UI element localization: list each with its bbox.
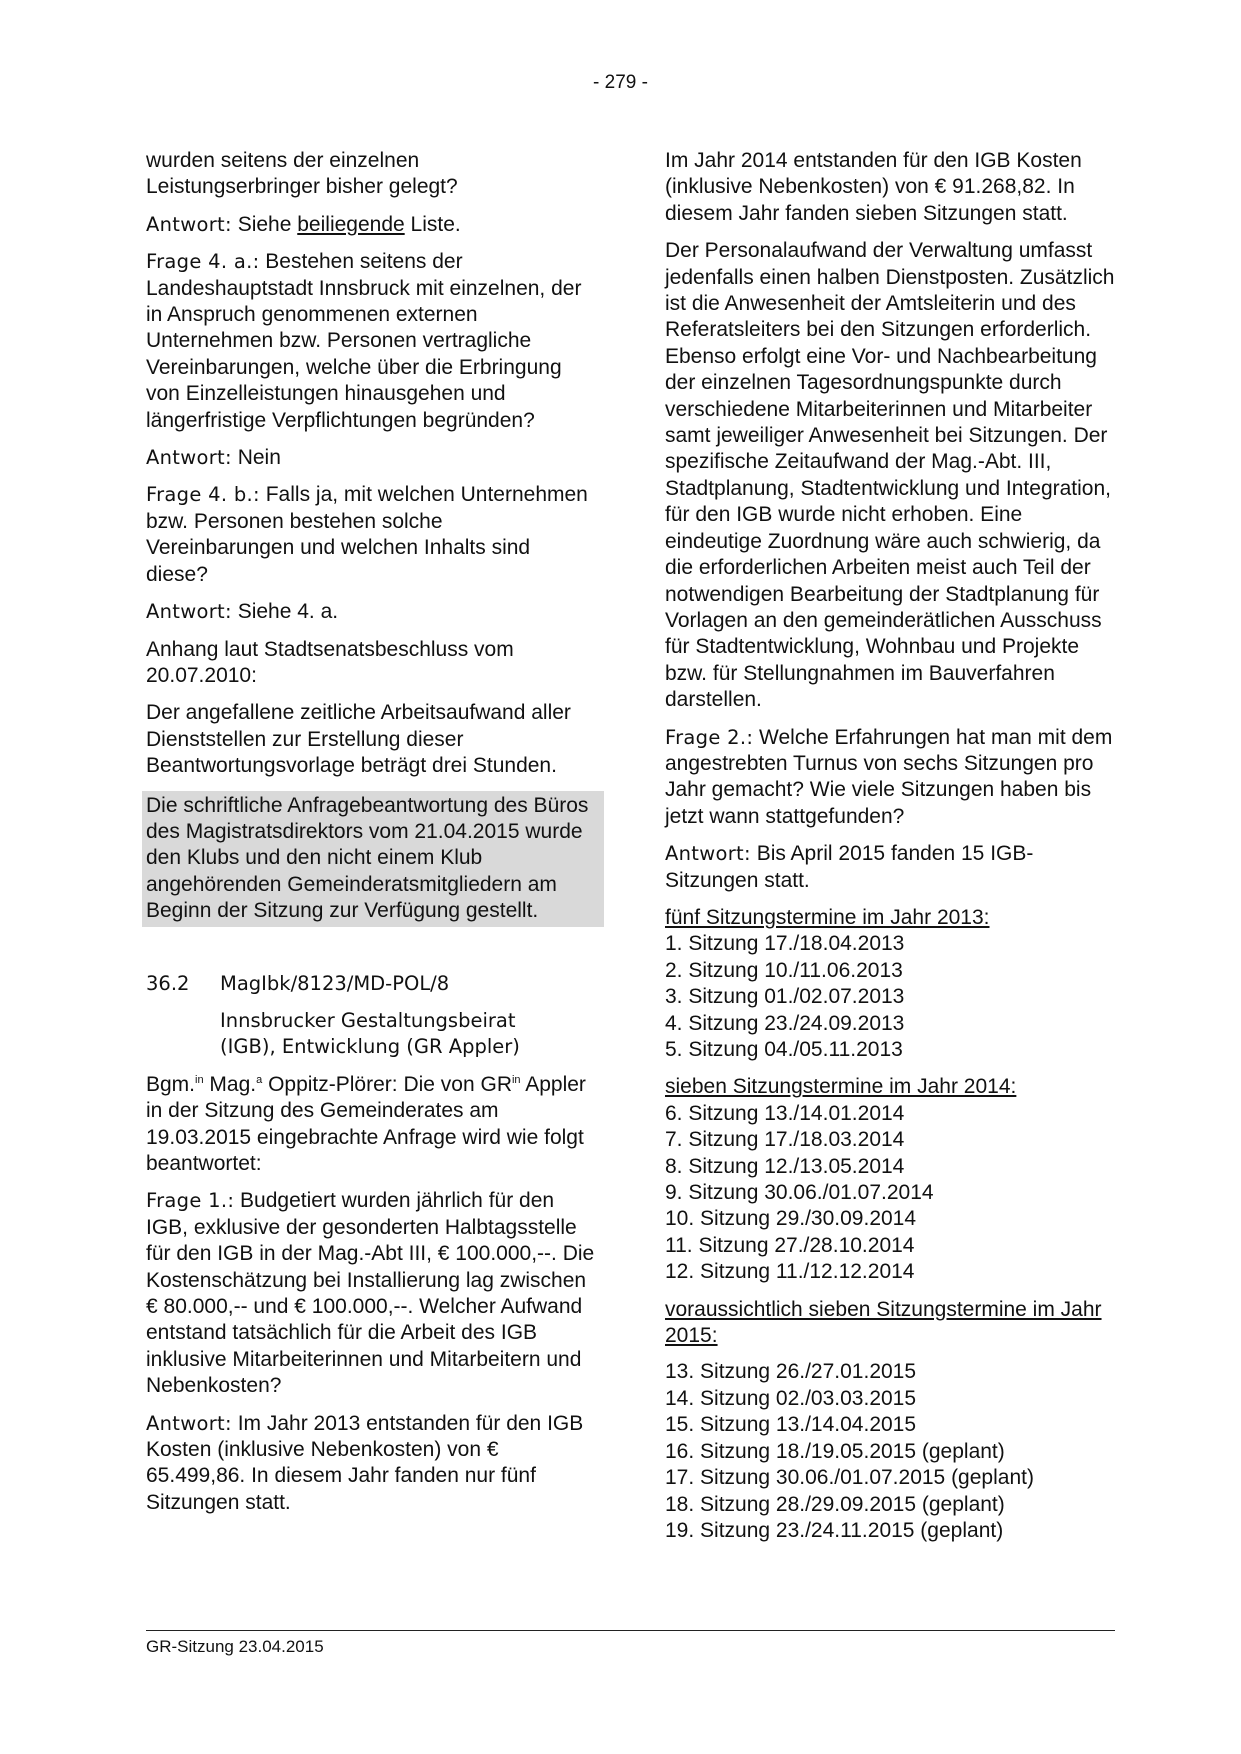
- answer-2: [665, 841, 1115, 894]
- answer-text: Siehe: [231, 212, 298, 236]
- spacer: [665, 1349, 1115, 1359]
- answer-4b: [146, 599, 596, 625]
- list-item: 13. Sitzung 26./27.01.2015: [665, 1360, 917, 1384]
- answer-label: Antwort:: [146, 446, 232, 470]
- answer-text: Nein: [231, 446, 281, 470]
- answer-4a: [146, 445, 596, 471]
- list-item: 1. Sitzung 17./18.04.2013: [665, 932, 905, 956]
- list-item: 8. Sitzung 12./13.05.2014: [665, 1154, 905, 1178]
- answer-text: Bis April 2015 fanden 15 IGB-Sitzungen statt.: [665, 842, 1034, 892]
- left-column: [146, 148, 596, 1527]
- list-item: 17. Sitzung 30.06./01.07.2015 (geplant): [665, 1466, 1034, 1490]
- list-item: 10. Sitzung 29./30.09.2014: [665, 1207, 917, 1231]
- sessions-2015-heading: voraussichtlich sieben Sitzungstermine im Jahr 2015:: [665, 1297, 1102, 1348]
- question-text: Bestehen seitens der Landeshauptstadt Innsbruck mit einzelnen, der in Anspruch genommenen externen Unternehmen bzw. Personen vertragliche Vereinbarungen, welche über die Erbringung von Einzelleistungen hinausgehen und längerfristige Verpflichtungen begründen?: [146, 250, 582, 432]
- sessions-2014-heading: sieben Sitzungstermine im Jahr 2014:: [665, 1075, 1017, 1099]
- arbeitsaufwand-paragraph: Der angefallene zeitliche Arbeitsaufwand aller Dienststellen zur Erstellung dieser Beantwortungsvorlage beträgt drei Stunden.: [146, 701, 571, 778]
- question-text: Budgetiert wurden jährlich für den IGB, exklusive der gesonderten Halbtagsstelle für den IGB in der Mag.-Abt III, € 100.000,--. Die Kostenschätzung bei Installierung lag zwischen € 80.000,-- und € 100.000,--. Welcher Aufwand entstand tatsächlich für die Arbeit des IGB inklusive Mitarbeiterinnen und Mitarbeitern und Nebenkosten?: [146, 1189, 595, 1398]
- agenda-title-line-2: (IGB), Entwicklung (GR Appler): [220, 1035, 520, 1059]
- agenda-item: [146, 971, 596, 1061]
- sessions-2013: [665, 905, 1115, 1063]
- question-label: Frage 2.:: [665, 725, 754, 749]
- list-item: 2. Sitzung 10./11.06.2013: [665, 958, 903, 982]
- answer-3b: [146, 212, 596, 238]
- question-label: Frage 4. a.:: [146, 250, 260, 274]
- list-item: 11. Sitzung 27./28.10.2014: [665, 1233, 915, 1257]
- list-item: 5. Sitzung 04./05.11.2013: [665, 1038, 903, 1061]
- question-2: [665, 725, 1115, 831]
- intro-sup: a: [256, 1073, 263, 1086]
- intro-part: Appler in der Sitzung des Gemeinderates am 19.03.2015 eingebrachte Anfrage wird wie folgt beantwortet:: [146, 1072, 586, 1175]
- answer-text: Siehe 4. a.: [231, 600, 339, 624]
- answer-text-end: Liste.: [404, 212, 461, 236]
- question-label: Frage 4. b.:: [146, 483, 260, 507]
- answer-text: Im Jahr 2013 entstanden für den IGB Kosten (inklusive Nebenkosten) von € 65.499,86. In diesem Jahr fanden nur fünf Sitzungen statt.: [146, 1411, 584, 1514]
- list-item: 18. Sitzung 28./29.09.2015 (geplant): [665, 1492, 1005, 1516]
- intro-part: Oppitz-Plörer: Die von GR: [262, 1072, 512, 1096]
- agenda-number: 36.2: [146, 971, 190, 995]
- list-item: 12. Sitzung 11./12.12.2014: [665, 1260, 915, 1284]
- answer-1: [146, 1411, 596, 1517]
- page-number: - 279 -: [593, 72, 648, 93]
- list-item: 3. Sitzung 01./02.07.2013: [665, 985, 905, 1009]
- sessions-2014: [665, 1074, 1115, 1285]
- footer-session-date: GR-Sitzung 23.04.2015: [146, 1637, 324, 1656]
- personalaufwand-paragraph: Der Personalaufwand der Verwaltung umfasst jedenfalls einen halben Dienstposten. Zusätzlich ist die Anwesenheit der Amtsleiterin und des Referatsleiters bei den Sitzungen erforderlich. Ebenso erfolgt eine Vor- und Nachbearbeitung der einzelnen Tagesordnungspunkte durch verschiedene Mitarbeiterinnen und Mitarbeiter samt jeweiliger Anwesenheit bei Sitzungen. Der spezifische Zeitaufwand der Mag.-Abt. III, Stadtplanung, Stadtentwicklung und Integration, für den IGB wurde nicht erhoben. Eine eindeutige Zuordnung wäre auch schwierig, da die erforderlichen Arbeiten meist auch Teil der notwendigen Bearbeitung der Stadtplanung für Vorlagen an den gemeinderätlichen Ausschuss für Stadtentwicklung, Wohnbau und Projekte bzw. für Stellungnahmen im Bauverfahren darstellen.: [665, 239, 1115, 712]
- list-item: 9. Sitzung 30.06./01.07.2014: [665, 1181, 934, 1205]
- list-item: 15. Sitzung 13./14.04.2015: [665, 1413, 917, 1437]
- footer-divider: [146, 1630, 1115, 1631]
- anhang-paragraph: Anhang laut Stadtsenatsbeschluss vom 20.07.2010:: [146, 637, 514, 687]
- sessions-2013-heading: fünf Sitzungstermine im Jahr 2013:: [665, 905, 990, 929]
- agenda-reference: MagIbk/8123/MD-POL/8: [220, 971, 450, 995]
- agenda-title-line-1: Innsbrucker Gestaltungsbeirat: [220, 1008, 516, 1032]
- intro-part: Bgm.: [146, 1072, 196, 1096]
- intro-part: Mag.: [203, 1072, 257, 1096]
- list-item: 16. Sitzung 18./19.05.2015 (geplant): [665, 1439, 1005, 1463]
- question-1: [146, 1188, 596, 1399]
- list-item: 19. Sitzung 23./24.11.2015 (geplant): [665, 1518, 1004, 1542]
- shaded-note: Die schriftliche Anfragebeantwortung des Büros des Magistratsdirektors vom 21.04.2015 wurde den Klubs und den nicht einem Klub angehörenden Gemeinderatsmitgliedern am Beginn der Sitzung zur Verfügung gestellt.: [142, 791, 604, 927]
- list-item: 6. Sitzung 13./14.01.2014: [665, 1101, 905, 1125]
- intro-paragraph: [146, 1072, 596, 1178]
- question-4a: [146, 249, 596, 434]
- paragraph-leistungserbringer: wurden seitens der einzelnen Leistungserbringer bisher gelegt?: [146, 149, 458, 199]
- sessions-2015: [665, 1297, 1115, 1545]
- answer-label: Antwort:: [146, 212, 232, 236]
- question-text: Falls ja, mit welchen Unternehmen bzw. Personen bestehen solche Vereinbarungen und welchen Inhalts sind diese?: [146, 483, 588, 586]
- intro-sup: in: [195, 1073, 204, 1086]
- right-column: [665, 148, 1115, 1555]
- beiliegende-link[interactable]: beiliegende: [297, 212, 405, 236]
- answer-label: Antwort:: [665, 842, 751, 866]
- question-4b: [146, 482, 596, 588]
- agenda-title: [220, 1008, 596, 1061]
- list-item: 14. Sitzung 02./03.03.2015: [665, 1386, 917, 1410]
- list-item: 7. Sitzung 17./18.03.2014: [665, 1128, 905, 1152]
- answer-label: Antwort:: [146, 600, 232, 624]
- question-text: Welche Erfahrungen hat man mit dem angestrebten Turnus von sechs Sitzungen pro Jahr gemacht? Wie viele Sitzungen haben bis jetzt wann stattgefunden?: [665, 725, 1113, 828]
- question-label: Frage 1.:: [146, 1189, 235, 1213]
- kosten-2014-paragraph: Im Jahr 2014 entstanden für den IGB Kosten (inklusive Nebenkosten) von € 91.268,82. In diesem Jahr fanden sieben Sitzungen statt.: [665, 149, 1082, 225]
- answer-label: Antwort:: [146, 1411, 232, 1435]
- list-item: 4. Sitzung 23./24.09.2013: [665, 1011, 905, 1035]
- intro-sup: in: [511, 1073, 521, 1086]
